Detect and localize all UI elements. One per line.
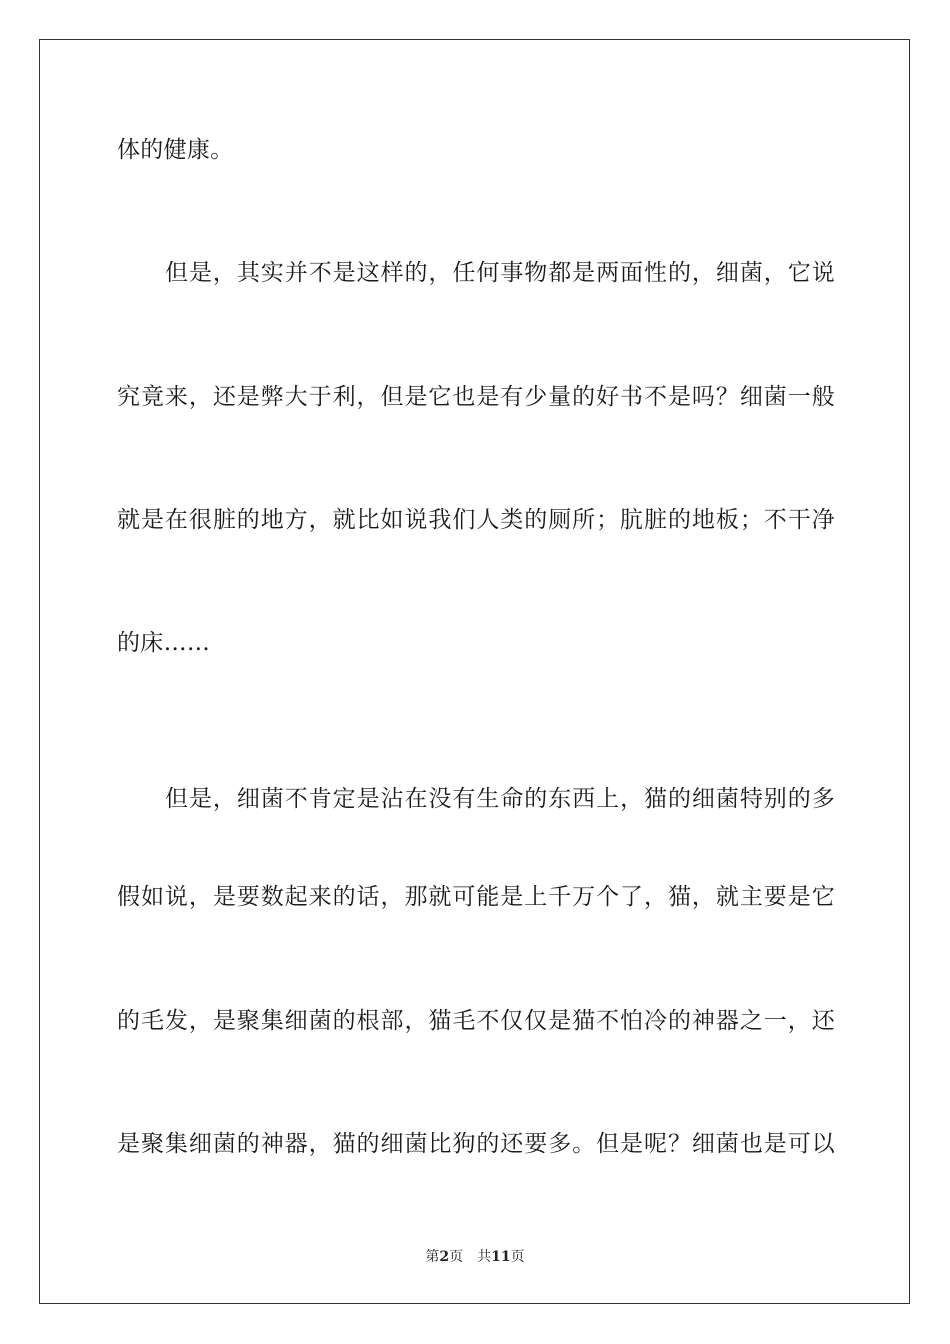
text-line-4: 就是在很脏的地方，就比如说我们人类的厕所；肮脏的地板；不干净 [117,507,835,533]
text-line-6: 但是，细菌不肯定是沾在没有生命的东西上，猫的细菌特别的多 [165,786,835,812]
text-line-7: 假如说，是要数起来的话，那就可能是上千万个了，猫，就主要是它 [117,884,835,910]
text-line-3: 究竟来，还是弊大于利，但是它也是有少量的好书不是吗？细菌一般 [117,384,835,410]
text-line-2: 但是，其实并不是这样的，任何事物都是两面性的，细菌，它说 [165,260,835,286]
total-prefix: 共 [477,1249,492,1265]
page-border [39,39,910,1304]
page-suffix: 页 [449,1249,464,1265]
total-pages: 11 [491,1249,511,1265]
text-line-5: 的床…… [117,630,211,656]
text-line-9: 是聚集细菌的神器，猫的细菌比狗的还要多。但是呢？细菌也是可以 [117,1131,835,1157]
page-number: 2 [439,1249,450,1265]
page-footer [0,1248,950,1266]
page-prefix: 第 [425,1249,440,1265]
total-suffix: 页 [510,1249,525,1265]
text-line-8: 的毛发，是聚集细菌的根部，猫毛不仅仅是猫不怕冷的神器之一，还 [117,1008,835,1034]
text-line-1: 体的健康。 [117,137,234,163]
